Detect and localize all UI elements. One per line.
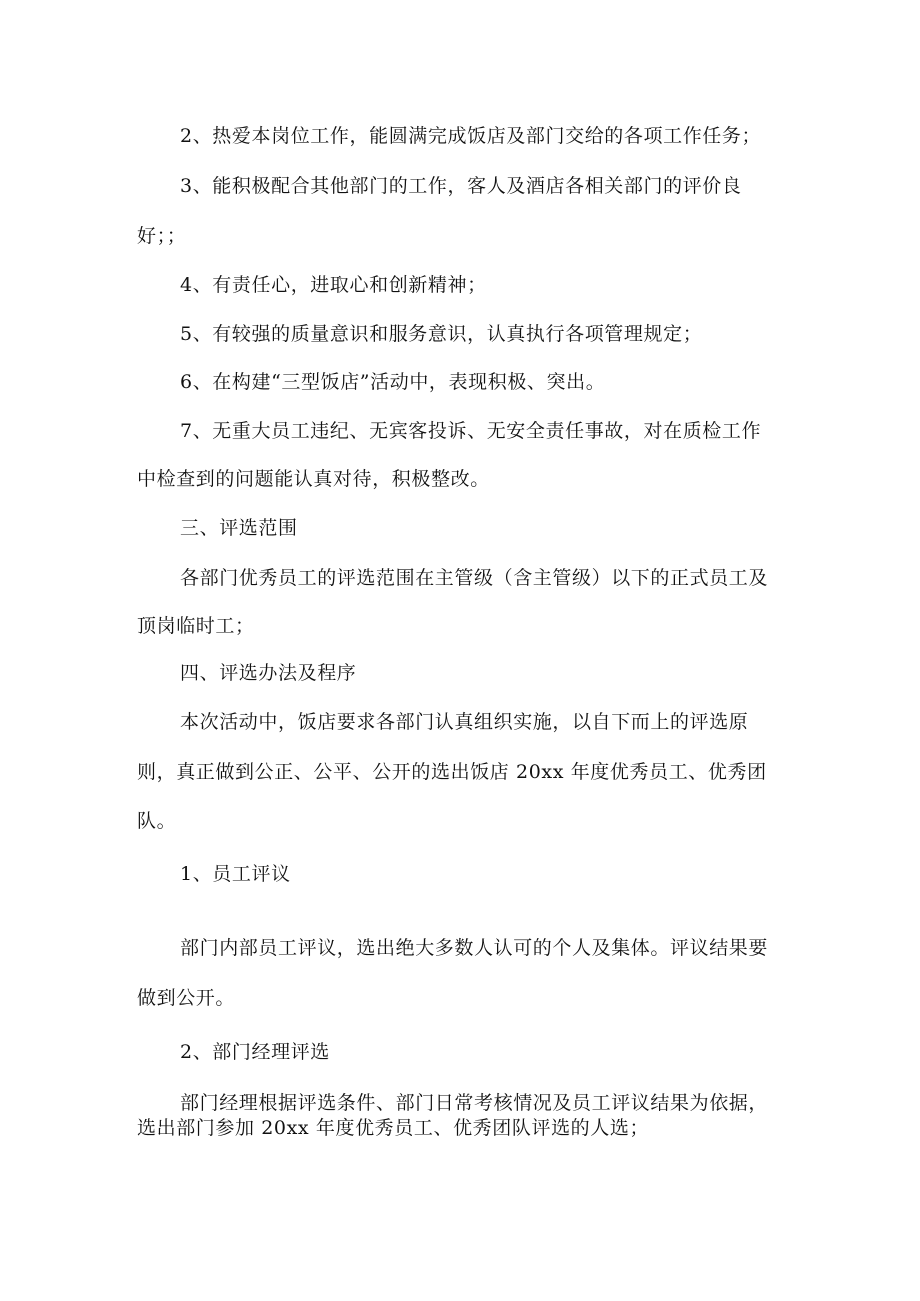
scope-paragraph-line-1: 各部门优秀员工的评选范围在主管级（含主管级）以下的正式员工及 [180,567,769,589]
criterion-3-line-1: 3、能积极配合其他部门的工作，客人及酒店各相关部门的评价良 [180,175,742,197]
criterion-2: 2、热爱本岗位工作，能圆满完成饭店及部门交给的各项工作任务； [180,125,762,147]
method-paragraph-line-2: 则，真正做到公正、公平、公开的选出饭店 20xx 年度优秀员工、优秀团 [137,761,767,783]
criterion-4: 4、有责任心，进取心和创新精神； [180,274,487,296]
criterion-6: 6、在构建“三型饭店”活动中，表现积极、突出。 [180,371,606,393]
section-3-heading: 三、评选范围 [180,517,298,539]
criterion-3-line-2: 好；； [137,225,187,247]
scope-paragraph-line-2: 顶岗临时工； [137,615,255,637]
step-2-paragraph-line-2: 选出部门参加 20xx 年度优秀员工、优秀团队评选的人选； [137,1117,650,1139]
criterion-7-line-2: 中检查到的问题能认真对待，积极整改。 [137,468,490,490]
section-4-heading: 四、评选办法及程序 [180,662,357,684]
step-1-heading: 1、员工评议 [180,863,291,885]
criterion-7-line-1: 7、无重大员工违纪、无宾客投诉、无安全责任事故，对在质检工作 [180,420,762,442]
step-2-paragraph-line-1: 部门经理根据评选条件、部门日常考核情况及员工评议结果为依据， [180,1092,769,1114]
criterion-5: 5、有较强的质量意识和服务意识，认真执行各项管理规定； [180,323,703,345]
step-1-paragraph-line-1: 部门内部员工评议，选出绝大多数人认可的个人及集体。评议结果要 [180,937,769,959]
step-2-heading: 2、部门经理评选 [180,1041,330,1063]
method-paragraph-line-1: 本次活动中，饭店要求各部门认真组织实施，以自下而上的评选原 [180,711,749,733]
method-paragraph-line-3: 队。 [137,810,177,832]
step-1-paragraph-line-2: 做到公开。 [137,987,236,1009]
